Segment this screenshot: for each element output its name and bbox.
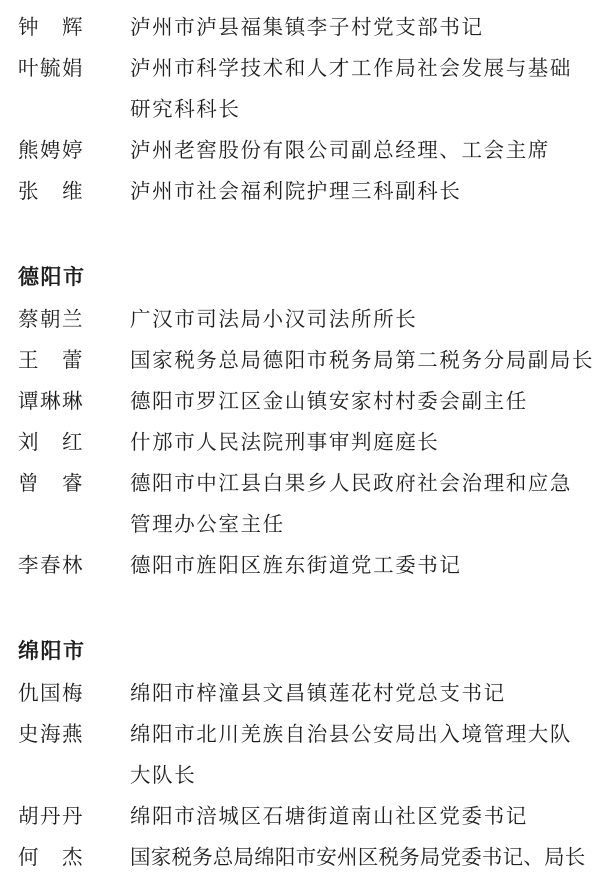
- list-entry: [18, 546, 613, 587]
- list-entry: [18, 341, 613, 382]
- position-title: [130, 674, 506, 715]
- person-name: 仇国梅: [18, 683, 84, 705]
- list-entry: [18, 674, 613, 715]
- position-title-line: 广汉市司法局小汉司法所所长: [130, 309, 418, 331]
- person-name: 刘 红: [18, 432, 84, 454]
- city-section-mianyang: [18, 631, 613, 879]
- position-title: [130, 131, 550, 172]
- city-header: 绵阳市: [18, 639, 86, 663]
- position-title-line: 德阳市罗江区金山镇安家村村委会副主任: [130, 391, 528, 413]
- position-title: [130, 715, 572, 797]
- list-entry: [18, 300, 613, 341]
- position-title: [130, 464, 572, 546]
- position-title-line: 德阳市旌阳区旌东街道党工委书记: [130, 555, 462, 577]
- position-title-line: 泸州市泸县福集镇李子村党支部书记: [130, 17, 484, 39]
- city-section-1: [18, 8, 613, 213]
- position-title: [130, 838, 585, 879]
- person-name: 蔡朝兰: [18, 309, 84, 331]
- position-title: [130, 423, 439, 464]
- person-name: 叶毓娟: [18, 58, 84, 80]
- position-title: [130, 300, 417, 341]
- position-title: [130, 382, 528, 423]
- person-name: 张 维: [18, 181, 84, 203]
- person-name: 曾 睿: [18, 473, 84, 495]
- position-title-line: 国家税务总局绵阳市安州区税务局党委书记、局长: [130, 847, 586, 869]
- list-entry: [18, 838, 613, 879]
- position-title-line: 大队长: [130, 765, 197, 787]
- person-name: 谭琳琳: [18, 391, 84, 413]
- position-title-line: 泸州老窖股份有限公司副总经理、工会主席: [130, 140, 550, 162]
- person-name: 熊娉婷: [18, 140, 84, 162]
- position-title: [130, 341, 594, 382]
- person-name: 李春林: [18, 555, 84, 577]
- position-title-line: 泸州市社会福利院护理三科副科长: [130, 181, 462, 203]
- list-entry: [18, 172, 613, 213]
- position-title-line: 德阳市中江县白果乡人民政府社会治理和应急: [130, 473, 572, 495]
- position-title-line: 管理办公室主任: [130, 514, 285, 536]
- list-entry: [18, 464, 613, 546]
- position-title: [130, 546, 462, 587]
- list-entry: [18, 49, 613, 131]
- list-entry: [18, 131, 613, 172]
- person-name: 钟 辉: [18, 17, 84, 39]
- position-title: [130, 797, 528, 838]
- city-header: 德阳市: [18, 265, 86, 289]
- person-name: 王 蕾: [18, 350, 84, 372]
- city-section-deyang: [18, 257, 613, 587]
- position-title-line: 什邡市人民法院刑事审判庭庭长: [130, 432, 440, 454]
- position-title: [130, 172, 462, 213]
- list-entry: [18, 715, 613, 797]
- position-title-line: 泸州市科学技术和人才工作局社会发展与基础: [130, 58, 572, 80]
- list-entry: [18, 423, 613, 464]
- person-name: 何 杰: [18, 847, 84, 869]
- position-title-line: 研究科科长: [130, 99, 241, 121]
- list-entry: [18, 8, 613, 49]
- position-title-line: 国家税务总局德阳市税务局第二税务分局副局长: [130, 350, 595, 372]
- position-title-line: 绵阳市梓潼县文昌镇莲花村党总支书记: [130, 683, 506, 705]
- list-entry: [18, 382, 613, 423]
- person-name: 胡丹丹: [18, 806, 84, 828]
- position-title: [130, 8, 484, 49]
- list-entry: [18, 797, 613, 838]
- position-title-line: 绵阳市涪城区石塘街道南山社区党委书记: [130, 806, 528, 828]
- position-title: [130, 49, 572, 131]
- person-name: 史海燕: [18, 724, 84, 746]
- position-title-line: 绵阳市北川羌族自治县公安局出入境管理大队: [130, 724, 572, 746]
